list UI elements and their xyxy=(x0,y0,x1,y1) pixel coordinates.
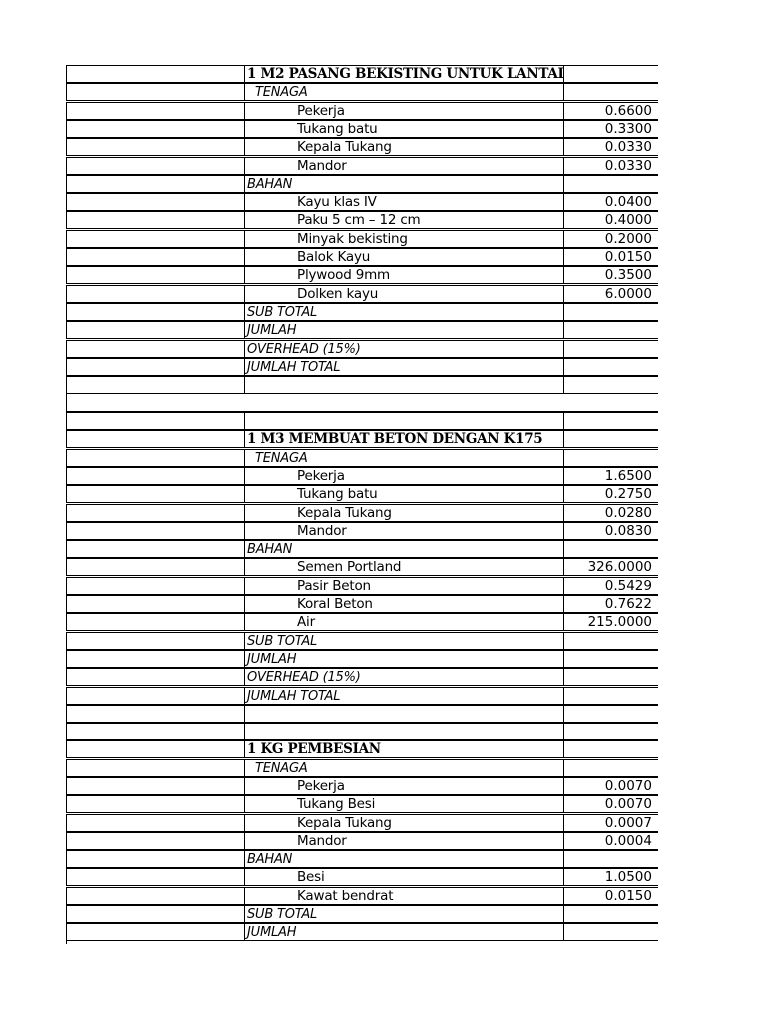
cell-coefficient[interactable] xyxy=(563,540,658,558)
material-row xyxy=(66,285,658,303)
coefficient-value: 1.0500 xyxy=(604,869,652,886)
section-header-row xyxy=(66,430,658,448)
item-name: Paku 5 cm – 12 cm xyxy=(297,212,421,229)
cell-description-left[interactable] xyxy=(66,558,244,576)
item-name: Tukang batu xyxy=(297,486,378,503)
cell-description-left[interactable] xyxy=(66,687,244,705)
cell-description[interactable] xyxy=(244,905,563,923)
cell-description-left[interactable] xyxy=(66,120,244,138)
cell-description[interactable] xyxy=(244,138,563,156)
coefficient-value: 0.4000 xyxy=(604,212,652,229)
material-row xyxy=(66,868,658,886)
cell-description[interactable] xyxy=(244,814,563,832)
cell-coefficient[interactable] xyxy=(563,430,658,448)
coefficient-value: 0.0070 xyxy=(604,777,652,794)
material-row xyxy=(66,595,658,613)
cell-coefficient[interactable] xyxy=(563,211,658,229)
category-label: SUB TOTAL xyxy=(247,304,318,320)
coefficient-value: 0.7622 xyxy=(604,596,652,612)
cell-coefficient[interactable] xyxy=(563,230,658,248)
cell-description[interactable] xyxy=(244,449,563,467)
section-title: 1 KG PEMBESIAN xyxy=(247,741,381,758)
cell-coefficient[interactable] xyxy=(563,905,658,923)
cell-description[interactable] xyxy=(244,211,563,229)
cell-description-left[interactable] xyxy=(66,650,244,668)
tenaga-row xyxy=(66,759,658,777)
summary-row xyxy=(66,321,658,339)
item-name: Pekerja xyxy=(297,777,345,794)
summary-row xyxy=(66,303,658,321)
cell-description[interactable] xyxy=(244,412,563,430)
cell-description-left[interactable] xyxy=(66,705,244,723)
labour-row xyxy=(66,102,658,120)
cell-coefficient[interactable] xyxy=(563,193,658,211)
coefficient-value: 0.0830 xyxy=(604,522,652,539)
blank-row xyxy=(66,722,658,740)
cell-description[interactable] xyxy=(244,376,563,394)
section-title: 1 M3 MEMBUAT BETON DENGAN K175 xyxy=(247,431,543,448)
cell-description-left[interactable] xyxy=(66,722,244,740)
item-name: Kawat bendrat xyxy=(297,887,394,904)
cell-coefficient[interactable] xyxy=(563,65,658,83)
cell-description-left[interactable] xyxy=(66,83,244,101)
tenaga-row xyxy=(66,449,658,467)
item-name: Besi xyxy=(297,869,325,886)
blank-row xyxy=(66,412,658,430)
cell-description[interactable] xyxy=(244,705,563,723)
bahan-row xyxy=(66,850,658,868)
category-label: SUB TOTAL xyxy=(247,907,318,922)
material-row xyxy=(66,211,658,229)
labour-row xyxy=(66,522,658,540)
labour-row xyxy=(66,157,658,175)
cell-coefficient[interactable] xyxy=(563,157,658,175)
category-label: BAHAN xyxy=(247,542,293,558)
cell-description[interactable] xyxy=(244,303,563,321)
cell-description-left[interactable] xyxy=(66,193,244,211)
summary-row xyxy=(66,687,658,705)
section-spacer xyxy=(66,393,658,412)
cell-description-left[interactable] xyxy=(66,449,244,467)
coefficient-value: 0.0150 xyxy=(604,249,652,265)
blank-row xyxy=(66,705,658,723)
cell-description[interactable] xyxy=(244,266,563,284)
labour-row xyxy=(66,832,658,850)
material-row xyxy=(66,266,658,284)
summary-row xyxy=(66,668,658,686)
cell-coefficient[interactable] xyxy=(563,340,658,358)
cell-coefficient[interactable] xyxy=(563,102,658,120)
cell-coefficient[interactable] xyxy=(563,650,658,668)
item-name: Pekerja xyxy=(297,102,345,119)
cell-description[interactable] xyxy=(244,595,563,613)
coefficient-value: 0.0330 xyxy=(604,139,652,156)
cell-description[interactable] xyxy=(244,613,563,631)
coefficient-value: 0.0007 xyxy=(604,814,652,831)
item-name: Tukang batu xyxy=(297,120,378,137)
cell-description[interactable] xyxy=(244,687,563,705)
cell-coefficient[interactable] xyxy=(563,467,658,485)
item-name: Kepala Tukang xyxy=(297,139,392,156)
coefficient-value: 0.0330 xyxy=(604,157,652,174)
cell-description-left[interactable] xyxy=(66,668,244,686)
summary-row xyxy=(66,358,658,376)
cell-description-left[interactable] xyxy=(66,430,244,448)
cell-description-left[interactable] xyxy=(66,157,244,175)
cell-description[interactable] xyxy=(244,668,563,686)
cell-description[interactable] xyxy=(244,540,563,558)
material-row xyxy=(66,887,658,905)
grid-line xyxy=(66,930,67,944)
cell-coefficient[interactable] xyxy=(563,923,658,941)
coefficient-value: 0.0280 xyxy=(604,504,652,521)
cell-description[interactable] xyxy=(244,722,563,740)
cell-coefficient[interactable] xyxy=(563,850,658,868)
cell-description-left[interactable] xyxy=(66,340,244,358)
bahan-row xyxy=(66,175,658,193)
cell-coefficient[interactable] xyxy=(563,120,658,138)
coefficient-value: 1.6500 xyxy=(604,467,652,484)
cell-coefficient[interactable] xyxy=(563,285,658,303)
labour-row xyxy=(66,138,658,156)
cell-description[interactable] xyxy=(244,467,563,485)
item-name: Balok Kayu xyxy=(297,249,371,265)
tenaga-row xyxy=(66,83,658,101)
coefficient-value: 0.6600 xyxy=(604,102,652,119)
cell-coefficient[interactable] xyxy=(563,358,658,376)
item-name: Semen Portland xyxy=(297,559,402,576)
coefficient-value: 0.2750 xyxy=(604,486,652,503)
category-label: JUMLAH xyxy=(247,925,297,941)
section-title: 1 M2 PASANG BEKISTING UNTUK LANTAI xyxy=(247,66,564,82)
category-label: JUMLAH xyxy=(247,651,297,667)
cell-description-left[interactable] xyxy=(66,321,244,339)
cell-description[interactable] xyxy=(244,759,563,777)
coefficient-value: 0.3500 xyxy=(604,267,652,284)
cell-description[interactable] xyxy=(244,120,563,138)
labour-row xyxy=(66,795,658,813)
cell-description-left[interactable] xyxy=(66,777,244,795)
item-name: Mandor xyxy=(297,832,347,849)
cell-description[interactable] xyxy=(244,504,563,522)
cell-description-left[interactable] xyxy=(66,923,244,941)
cell-description-left[interactable] xyxy=(66,102,244,120)
cell-description[interactable] xyxy=(244,887,563,905)
cell-coefficient[interactable] xyxy=(563,522,658,540)
cell-description-left[interactable] xyxy=(66,138,244,156)
cell-description-left[interactable] xyxy=(66,577,244,595)
cell-coefficient[interactable] xyxy=(563,558,658,576)
cell-description[interactable] xyxy=(244,157,563,175)
item-name: Plywood 9mm xyxy=(297,267,390,284)
cell-description[interactable] xyxy=(244,868,563,886)
cell-description-left[interactable] xyxy=(66,303,244,321)
bahan-row xyxy=(66,540,658,558)
cell-description-left[interactable] xyxy=(66,467,244,485)
summary-row xyxy=(66,923,658,941)
labour-row xyxy=(66,485,658,503)
cell-description[interactable] xyxy=(244,430,563,448)
coefficient-value: 0.0070 xyxy=(604,796,652,813)
item-name: Kepala Tukang xyxy=(297,814,392,831)
material-row xyxy=(66,248,658,266)
cell-description[interactable] xyxy=(244,522,563,540)
cell-description-left[interactable] xyxy=(66,358,244,376)
item-name: Minyak bekisting xyxy=(297,230,408,247)
coefficient-value: 6.0000 xyxy=(604,285,652,302)
item-name: Pekerja xyxy=(297,467,345,484)
cell-coefficient[interactable] xyxy=(563,504,658,522)
cell-description[interactable] xyxy=(244,83,563,101)
cell-description-left[interactable] xyxy=(66,230,244,248)
cell-description-left[interactable] xyxy=(66,850,244,868)
cell-coefficient[interactable] xyxy=(563,376,658,394)
category-label: TENAGA xyxy=(255,760,308,776)
category-label: BAHAN xyxy=(247,176,293,192)
coefficient-value: 0.3300 xyxy=(604,120,652,137)
cell-coefficient[interactable] xyxy=(563,595,658,613)
coefficient-value: 0.5429 xyxy=(604,577,652,594)
cell-coefficient[interactable] xyxy=(563,303,658,321)
category-label: OVERHEAD (15%) xyxy=(247,341,361,357)
material-row xyxy=(66,230,658,248)
cell-coefficient[interactable] xyxy=(563,722,658,740)
cell-coefficient[interactable] xyxy=(563,175,658,193)
cell-description[interactable] xyxy=(244,230,563,248)
cell-description[interactable] xyxy=(244,632,563,650)
cell-description[interactable] xyxy=(244,248,563,266)
cell-description-left[interactable] xyxy=(66,868,244,886)
cell-description[interactable] xyxy=(244,795,563,813)
cell-coefficient[interactable] xyxy=(563,248,658,266)
cell-coefficient[interactable] xyxy=(563,412,658,430)
material-row xyxy=(66,577,658,595)
cell-description[interactable] xyxy=(244,923,563,941)
category-label: JUMLAH TOTAL xyxy=(247,359,341,375)
cell-coefficient[interactable] xyxy=(563,138,658,156)
coefficient-value: 0.0400 xyxy=(604,194,652,211)
cell-description[interactable] xyxy=(244,340,563,358)
cell-description-left[interactable] xyxy=(66,613,244,631)
cell-description-left[interactable] xyxy=(66,376,244,394)
section-header-row xyxy=(66,740,658,758)
labour-row xyxy=(66,120,658,138)
cell-description[interactable] xyxy=(244,740,563,758)
cell-coefficient[interactable] xyxy=(563,887,658,905)
summary-row xyxy=(66,632,658,650)
cell-description[interactable] xyxy=(244,285,563,303)
cell-description-left[interactable] xyxy=(66,175,244,193)
category-label: SUB TOTAL xyxy=(247,633,318,649)
item-name: Dolken kayu xyxy=(297,285,379,302)
item-name: Mandor xyxy=(297,522,347,539)
cell-description-left[interactable] xyxy=(66,266,244,284)
section-spacer xyxy=(66,722,658,724)
cell-coefficient[interactable] xyxy=(563,832,658,850)
cell-description[interactable] xyxy=(244,577,563,595)
cell-description-left[interactable] xyxy=(66,485,244,503)
item-name: Pasir Beton xyxy=(297,577,371,594)
coefficient-value: 0.0004 xyxy=(604,832,652,849)
cell-description-left[interactable] xyxy=(66,65,244,83)
category-label: OVERHEAD (15%) xyxy=(247,670,361,686)
item-name: Tukang Besi xyxy=(297,796,376,813)
cell-description-left[interactable] xyxy=(66,832,244,850)
cell-coefficient[interactable] xyxy=(563,740,658,758)
section-header-row xyxy=(66,65,658,83)
cell-coefficient[interactable] xyxy=(563,577,658,595)
cell-description-left[interactable] xyxy=(66,795,244,813)
summary-row xyxy=(66,650,658,668)
cell-description-left[interactable] xyxy=(66,759,244,777)
cell-description[interactable] xyxy=(244,65,563,83)
cell-description-left[interactable] xyxy=(66,248,244,266)
material-row xyxy=(66,558,658,576)
labour-row xyxy=(66,467,658,485)
coefficient-value: 326.0000 xyxy=(587,559,652,576)
cell-description[interactable] xyxy=(244,193,563,211)
cell-coefficient[interactable] xyxy=(563,632,658,650)
cell-description-left[interactable] xyxy=(66,740,244,758)
cell-description-left[interactable] xyxy=(66,504,244,522)
cell-coefficient[interactable] xyxy=(563,687,658,705)
cell-description[interactable] xyxy=(244,777,563,795)
category-label: JUMLAH xyxy=(247,323,297,339)
cell-coefficient[interactable] xyxy=(563,759,658,777)
labour-row xyxy=(66,814,658,832)
material-row xyxy=(66,613,658,631)
cell-description-left[interactable] xyxy=(66,412,244,430)
cell-description[interactable] xyxy=(244,321,563,339)
cell-coefficient[interactable] xyxy=(563,449,658,467)
category-label: BAHAN xyxy=(247,852,293,868)
labour-row xyxy=(66,777,658,795)
item-name: Mandor xyxy=(297,157,347,174)
summary-row xyxy=(66,340,658,358)
cell-description-left[interactable] xyxy=(66,285,244,303)
item-name: Kepala Tukang xyxy=(297,504,392,521)
cell-description[interactable] xyxy=(244,485,563,503)
cell-coefficient[interactable] xyxy=(563,668,658,686)
cell-coefficient[interactable] xyxy=(563,613,658,631)
cell-description-left[interactable] xyxy=(66,632,244,650)
cell-coefficient[interactable] xyxy=(563,321,658,339)
category-label: JUMLAH TOTAL xyxy=(247,688,341,704)
blank-row xyxy=(66,376,658,394)
cell-coefficient[interactable] xyxy=(563,485,658,503)
item-name: Kayu klas IV xyxy=(297,194,377,211)
cell-coefficient[interactable] xyxy=(563,777,658,795)
cell-description-left[interactable] xyxy=(66,522,244,540)
cell-description-left[interactable] xyxy=(66,540,244,558)
cell-coefficient[interactable] xyxy=(563,266,658,284)
coefficient-value: 0.0150 xyxy=(604,887,652,904)
category-label: TENAGA xyxy=(255,450,308,466)
cell-description[interactable] xyxy=(244,102,563,120)
cell-description-left[interactable] xyxy=(66,595,244,613)
item-name: Koral Beton xyxy=(297,596,373,612)
item-name: Air xyxy=(297,614,315,631)
cell-description-left[interactable] xyxy=(66,905,244,923)
cell-description[interactable] xyxy=(244,832,563,850)
material-row xyxy=(66,193,658,211)
cell-description[interactable] xyxy=(244,850,563,868)
cell-description[interactable] xyxy=(244,175,563,193)
cell-description-left[interactable] xyxy=(66,211,244,229)
labour-row xyxy=(66,504,658,522)
cell-coefficient[interactable] xyxy=(563,705,658,723)
cell-coefficient[interactable] xyxy=(563,83,658,101)
cell-description-left[interactable] xyxy=(66,887,244,905)
cell-description[interactable] xyxy=(244,650,563,668)
cell-coefficient[interactable] xyxy=(563,795,658,813)
category-label: TENAGA xyxy=(255,85,308,101)
coefficient-value: 0.2000 xyxy=(604,230,652,247)
cell-description[interactable] xyxy=(244,358,563,376)
cell-coefficient[interactable] xyxy=(563,814,658,832)
coefficient-value: 215.0000 xyxy=(587,614,652,631)
summary-row xyxy=(66,905,658,923)
cell-description[interactable] xyxy=(244,558,563,576)
cell-description-left[interactable] xyxy=(66,814,244,832)
cell-coefficient[interactable] xyxy=(563,868,658,886)
